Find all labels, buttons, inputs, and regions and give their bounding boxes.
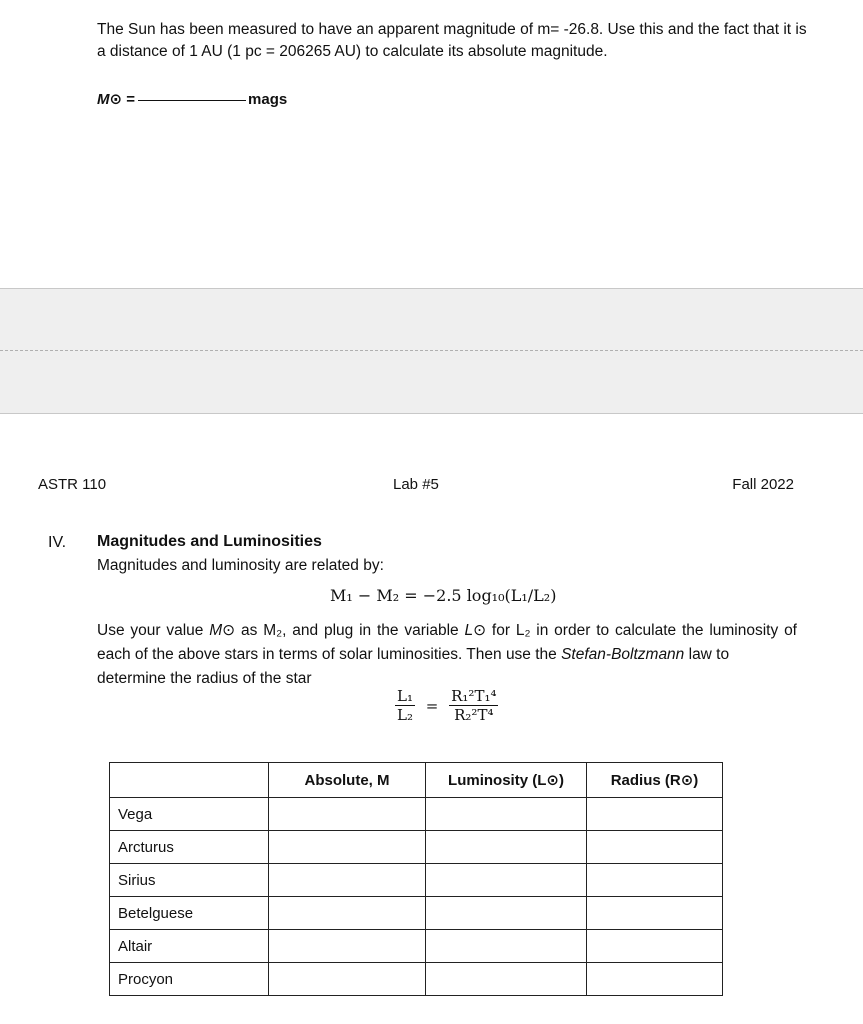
column-header: Absolute, M (269, 763, 426, 798)
rhs-numerator: R₁²T₁⁴ (451, 687, 497, 705)
absolute-mag-cell[interactable] (269, 930, 426, 963)
star-name: Altair (110, 930, 269, 963)
law-name: Stefan-Boltzmann (561, 646, 685, 663)
page-gap-bottom (0, 351, 863, 414)
table-row (110, 831, 723, 864)
header-lab: Lab #5 (393, 476, 439, 493)
stefan-boltzmann-equation (395, 687, 498, 724)
rhs-fraction (449, 687, 498, 724)
lhs-numerator: L₁ (397, 687, 413, 705)
radius-cell[interactable] (587, 831, 723, 864)
instructions-part: law to (684, 646, 730, 663)
instructions-part: for L₂ in order to calculate the luminosity of each of the above stars in terms of solar luminosities. Then use the (97, 622, 797, 663)
page-gap-top (0, 288, 863, 351)
table-row (110, 897, 723, 930)
equals-sign: = (425, 696, 439, 715)
luminosity-cell[interactable] (426, 930, 587, 963)
star-name: Arcturus (110, 831, 269, 864)
rhs-denominator: R₂²T⁴ (454, 706, 494, 724)
absolute-mag-cell[interactable] (269, 897, 426, 930)
star-name: Sirius (110, 864, 269, 897)
header-course: ASTR 110 (38, 476, 107, 493)
absolute-mag-cell[interactable] (269, 831, 426, 864)
absolute-mag-cell[interactable] (269, 963, 426, 996)
table-row (110, 963, 723, 996)
answer-blank[interactable] (138, 100, 246, 101)
star-table (109, 762, 723, 996)
answer-equals: = (126, 91, 136, 108)
radius-cell[interactable] (587, 963, 723, 996)
magnitude-equation: M₁ − M₂ = −2.5 log₁₀(L₁/L₂) (330, 586, 557, 605)
instructions-part: as M₂, and plug in the variable (235, 622, 465, 639)
absolute-mag-cell[interactable] (269, 864, 426, 897)
star-name: Procyon (110, 963, 269, 996)
instructions-last-line: determine the radius of the star (97, 670, 312, 687)
header-term: Fall 2022 (732, 476, 794, 493)
column-header (110, 763, 269, 798)
star-name: Vega (110, 798, 269, 831)
column-header: Radius (R⊙) (587, 763, 723, 798)
absolute-mag-cell[interactable] (269, 798, 426, 831)
answer-unit: mags (248, 91, 288, 108)
answer-symbol: M⊙ (97, 91, 123, 108)
section-title: Magnitudes and Luminosities (97, 533, 322, 550)
section-number: IV. (48, 534, 67, 551)
star-name: Betelguese (110, 897, 269, 930)
luminosity-cell[interactable] (426, 831, 587, 864)
radius-cell[interactable] (587, 798, 723, 831)
table-row (110, 864, 723, 897)
radius-cell[interactable] (587, 897, 723, 930)
lhs-fraction (395, 687, 415, 724)
instructions (97, 619, 797, 691)
m-sun-symbol: M⊙ (209, 622, 236, 639)
radius-cell[interactable] (587, 864, 723, 897)
table-row (110, 930, 723, 963)
answer-line (97, 90, 287, 108)
problem-text: The Sun has been measured to have an apparent magnitude of m= -26.8. Use this and the fact that it is a distance of 1 AU (1 pc = 206265 AU) to calculate its absolute magnitude. (97, 21, 807, 60)
radius-cell[interactable] (587, 930, 723, 963)
l-sun-symbol: L⊙ (464, 622, 487, 639)
table-header-row (110, 763, 723, 798)
luminosity-cell[interactable] (426, 798, 587, 831)
lhs-denominator: L₂ (397, 706, 413, 724)
luminosity-cell[interactable] (426, 864, 587, 897)
section-intro: Magnitudes and luminosity are related by: (97, 557, 384, 574)
instructions-part: Use your value (97, 622, 210, 639)
luminosity-cell[interactable] (426, 897, 587, 930)
luminosity-cell[interactable] (426, 963, 587, 996)
table-row (110, 798, 723, 831)
column-header: Luminosity (L⊙) (426, 763, 587, 798)
